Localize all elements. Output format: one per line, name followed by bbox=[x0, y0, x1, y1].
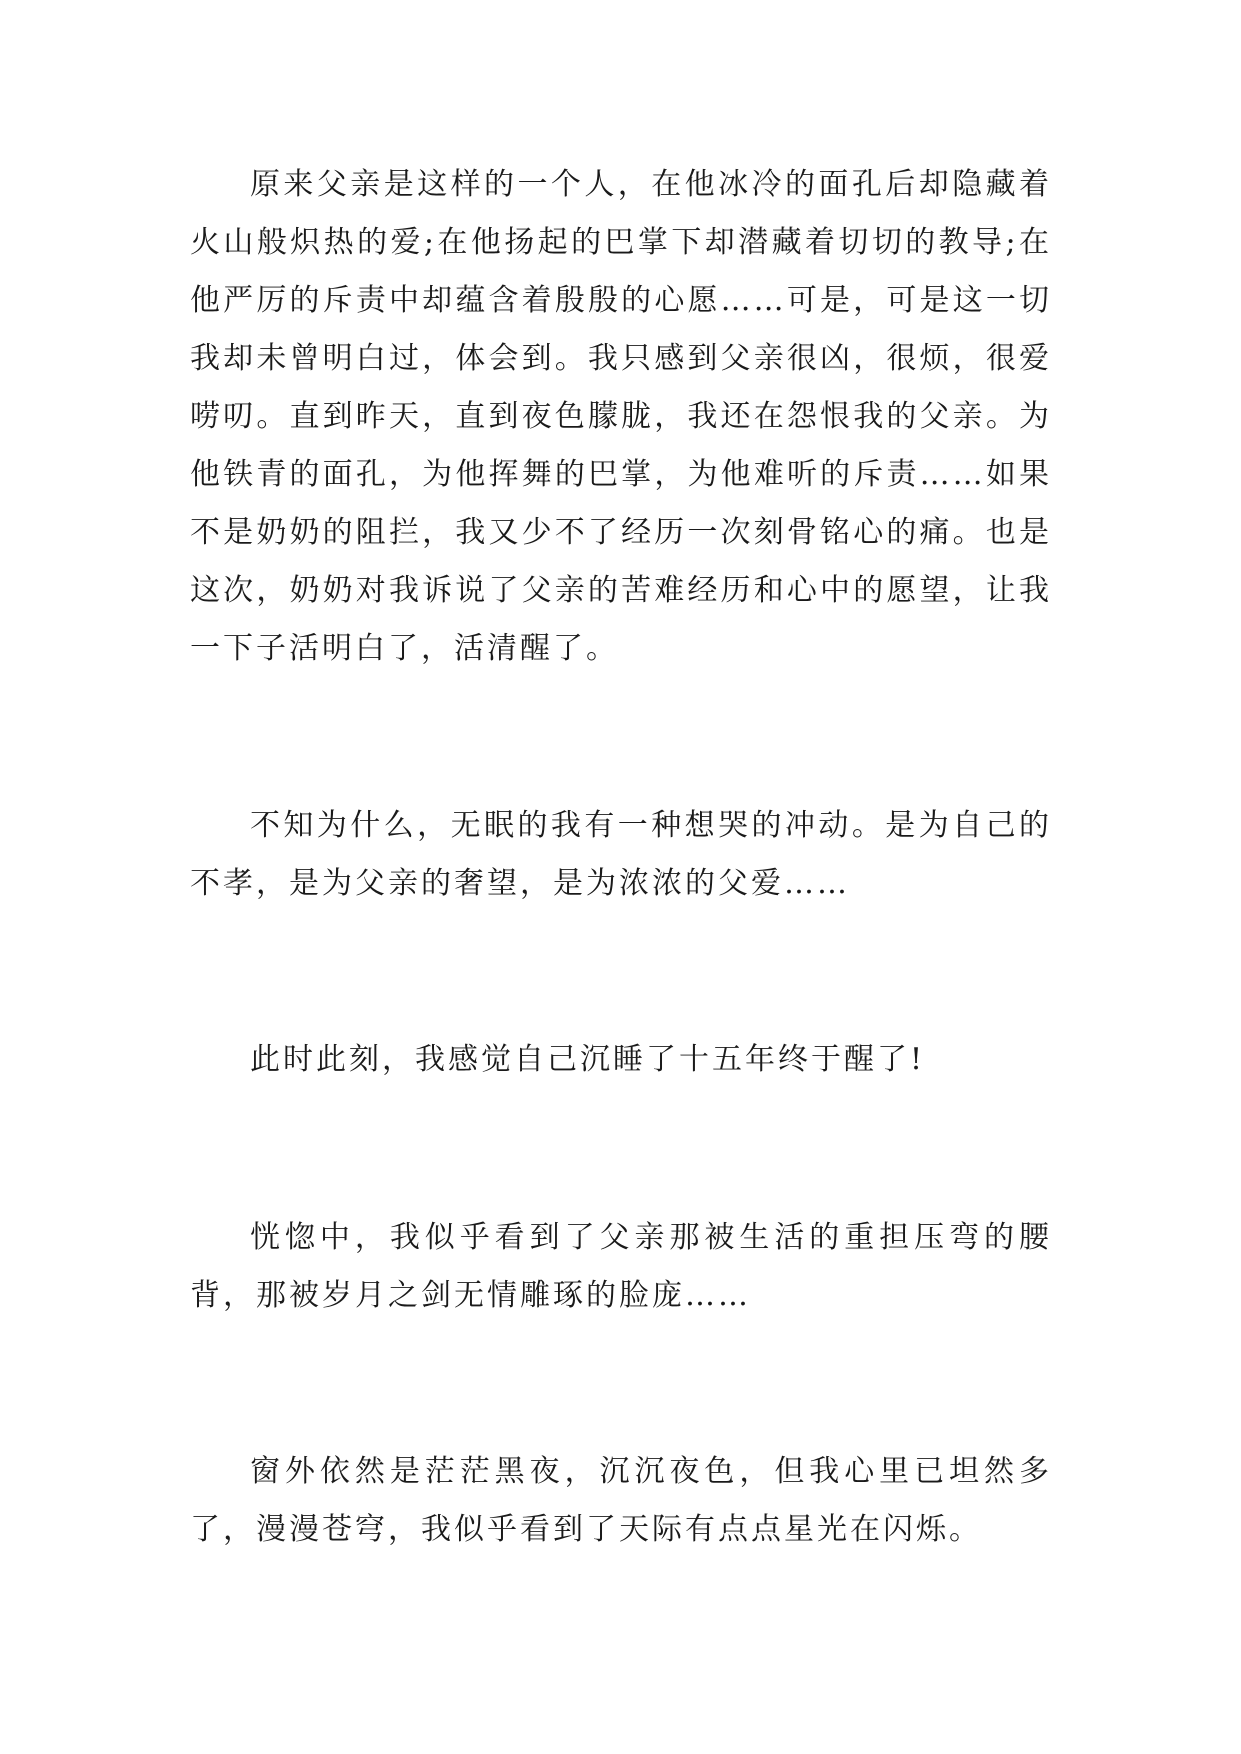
paragraph-5: 窗外依然是茫茫黑夜，沉沉夜色，但我心里已坦然多了，漫漫苍穹，我似乎看到了天际有点点星光在闪烁。 bbox=[190, 1454, 1052, 1547]
paragraph-2: 不知为什么，无眠的我有一种想哭的冲动。是为自己的不孝，是为父亲的奢望，是为浓浓的父爱…… bbox=[190, 808, 1052, 901]
paragraph-4: 恍惚中，我似乎看到了父亲那被生活的重担压弯的腰背，那被岁月之剑无情雕琢的脸庞…… bbox=[190, 1220, 1052, 1313]
paragraph-3: 此时此刻，我感觉自己沉睡了十五年终于醒了! bbox=[250, 1042, 926, 1077]
paragraph-1: 原来父亲是这样的一个人，在他冰冷的面孔后却隐藏着火山般炽热的爱;在他扬起的巴掌下却潜藏着切切的教导;在他严厉的斥责中却蕴含着殷殷的心愿……可是，可是这一切我却未曾明白过，体会到。我只感到父亲很凶，很烦，很爱唠叨。直到昨天，直到夜色朦胧，我还在怨恨我的父亲。为他铁青的面孔，为他挥舞的巴掌，为他难听的斥责……如果不是奶奶的阻拦，我又少不了经历一次刻骨铭心的痛。也是这次，奶奶对我诉说了父亲的苦难经历和心中的愿望，让我一下子活明白了，活清醒了。 bbox=[190, 167, 1052, 666]
